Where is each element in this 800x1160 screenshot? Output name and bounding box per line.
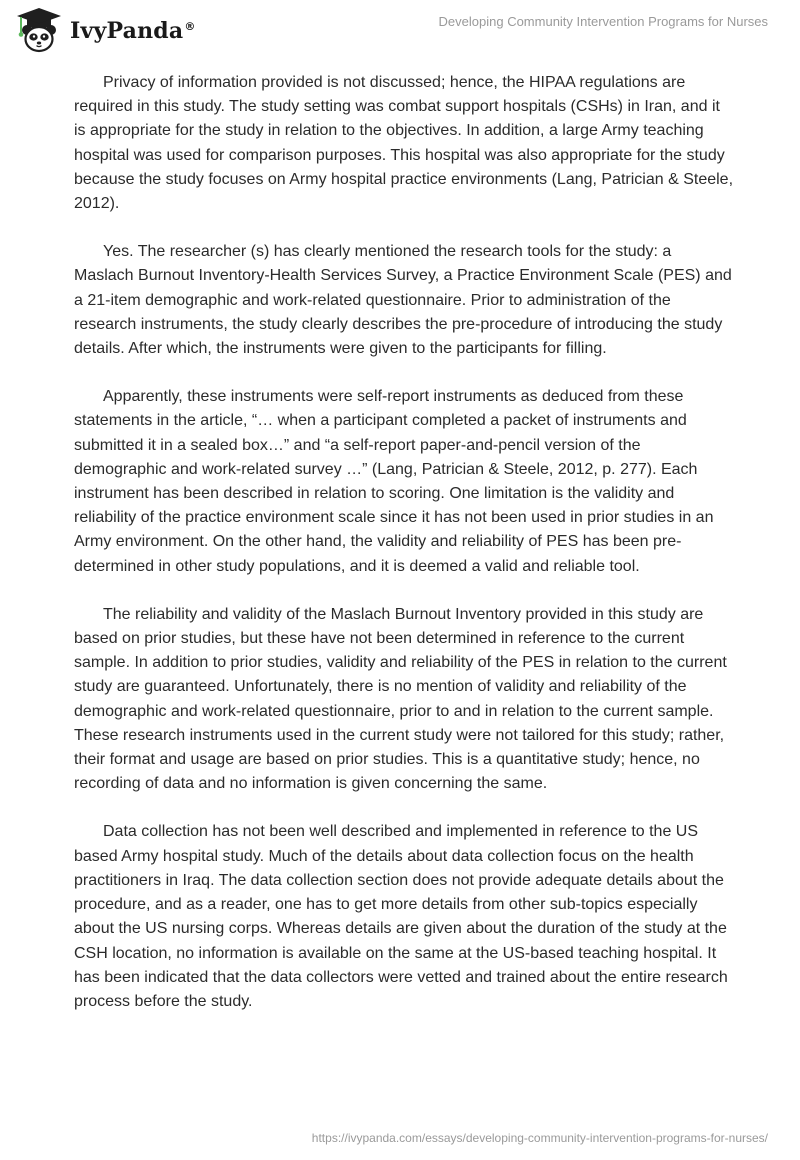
source-url[interactable]: https://ivypanda.com/essays/developing-community-intervention-programs-for-nurses/ xyxy=(311,1131,768,1145)
logo-wordmark xyxy=(70,18,196,44)
registered-mark: ® xyxy=(184,20,196,33)
paragraph-2: Yes. The researcher (s) has clearly mentioned the research tools for the study: a Maslach Burnout Inventory-Health Services Survey, a Practice Environment Scale (PES) and a 21-item demographic and work-related questionnaire. Prior to administration of the research instruments, the study clearly describes the pre-procedure of introducing the study details. After which, the instruments were given to the participants for filling. xyxy=(74,243,732,358)
panda-graduate-icon xyxy=(14,7,64,53)
logo-text: IvyPanda xyxy=(70,18,184,44)
paragraph-4: The reliability and validity of the Maslach Burnout Inventory provided in this study are based on prior studies, but these have not been determined in reference to the current sample. In addition to prior studies, validity and reliability of the PES in relation to the current study are guaranteed. Unfortunately, there is no mention of validity and reliability of the demographic and work-related questionnaire, prior to and in relation to the current sample. These research instruments used in the current study were not tailored for this study; rather, their format and usage are based on prior studies. This is a quantitative study; hence, no recording of data and no information is given concerning the same. xyxy=(74,605,727,793)
paragraph-1: Privacy of information provided is not discussed; hence, the HIPAA regulations are required in this study. The study setting was combat support hospitals (CSHs) in Iran, and it is appropriate for the study in relation to the objectives. In addition, a large Army teaching hospital was used for comparison purposes. This hospital was also appropriate for the study because the study focuses on Army hospital practice environments (Lang, Patrician & Steele, 2012). xyxy=(74,74,734,213)
paragraph-5: Data collection has not been well described and implemented in reference to the US based Army hospital study. Much of the details about data collection focus on the health practitioners in Iraq. The data collection section does not provide adequate details about the procedure, and as a reader, one has to get more details from other sub-topics especially about the US nursing corps. Whereas details are given about the duration of the study at the CSH location, no information is available on the same at the US-based teaching hospital. It has been indicated that the data collectors were vetted and trained about the entire research process before the study. xyxy=(74,823,728,1010)
page-header xyxy=(0,0,800,60)
document-title: Developing Community Intervention Programs for Nurses xyxy=(438,14,768,29)
ivypanda-logo[interactable] xyxy=(14,7,196,53)
paragraph-3: Apparently, these instruments were self-report instruments as deduced from these statements in the article, “… when a participant completed a packet of instruments and submitted it in a sealed box…” and “a self-report paper-and-pencil version of the demographic and work-related survey …” (Lang, Patrician & Steele, 2012, p. 277). Each instrument has been described in relation to scoring. One limitation is the validity and reliability of the practice environment scale since it has not been used in prior studies in an Army environment. On the other hand, the validity and reliability of PES has been pre-determined in other study populations, and it is deemed a valid and reliable tool. xyxy=(74,388,714,575)
essay-body xyxy=(74,71,734,1038)
